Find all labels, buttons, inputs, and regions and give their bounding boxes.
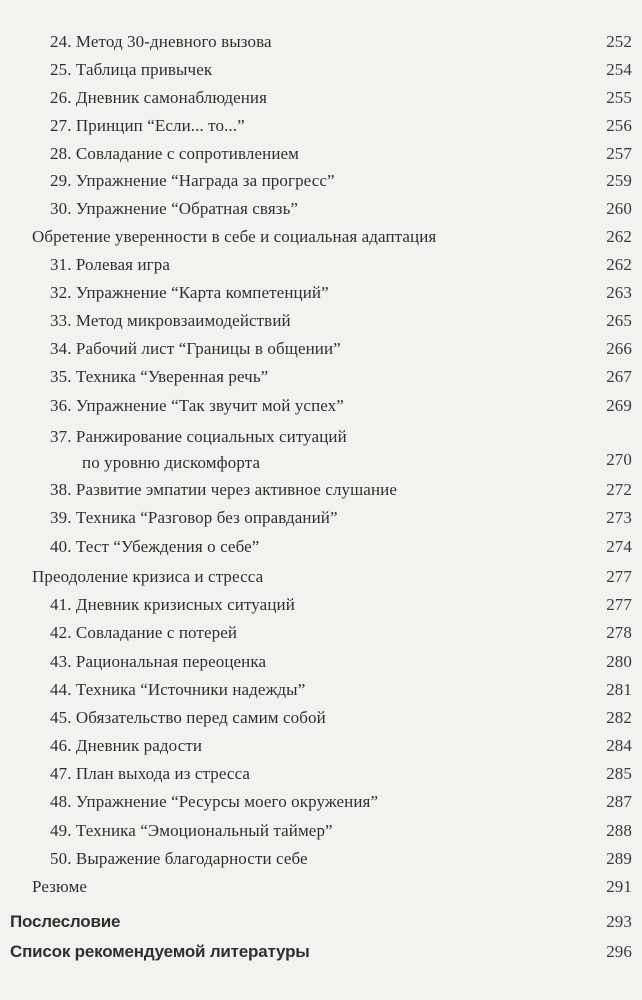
toc-entry-page: 269 [606, 396, 632, 415]
toc-entry-page: 265 [606, 311, 632, 330]
toc-entry-title: 31. Ролевая игра [50, 255, 170, 274]
toc-section-title: Преодоление кризиса и стресса [32, 567, 264, 586]
toc-entry-title: 28. Совладание с сопротивлением [50, 144, 300, 163]
toc-entry-title-line-1: 37. Ранжирование социальных ситуаций [50, 427, 347, 446]
toc-entry-title: 38. Развитие эмпатии через активное слушание [50, 480, 397, 499]
toc-entry-title: 35. Техника “Уверенная речь” [50, 367, 269, 386]
toc-entry-title: 39. Техника “Разговор без оправданий” [50, 508, 338, 527]
toc-entry-title: 33. Метод микровзаимодействий [50, 311, 291, 330]
toc-entry-title: 41. Дневник кризисных ситуаций [50, 595, 295, 614]
toc-entry-page: 263 [606, 283, 632, 302]
toc-entry-page: 277 [606, 595, 632, 614]
toc-entry-page: 282 [606, 708, 632, 727]
toc-entry-title: 45. Обязательство перед самим собой [50, 708, 326, 727]
toc-entry-title: 44. Техника “Источники надежды” [50, 680, 306, 699]
toc-entry-page: 274 [606, 537, 632, 556]
toc-chapter-title: Список рекомендуемой литературы [10, 942, 310, 961]
toc-entry-title: 27. Принцип “Если... то...” [50, 116, 245, 135]
toc-entry-title: 43. Рациональная переоценка [50, 652, 267, 671]
toc-section-page: 291 [606, 877, 632, 896]
toc-entry-page: 287 [606, 792, 632, 811]
toc-section-title: Резюме [32, 877, 88, 896]
toc-entry-page: 281 [606, 680, 632, 699]
toc-section-page: 277 [606, 567, 632, 586]
toc-entry-page: 262 [606, 255, 632, 274]
toc-entry-title: 29. Упражнение “Награда за прогресс” [50, 171, 335, 190]
toc-entry-title-line-2: по уровню дискомфорта [82, 453, 261, 472]
toc-entry-page: 285 [606, 764, 632, 783]
toc-entry-page: 278 [606, 623, 632, 642]
toc-chapter-title: Послесловие [10, 912, 121, 931]
toc-entry-page: 252 [606, 32, 632, 51]
toc-entry-title: 47. План выхода из стресса [50, 764, 251, 783]
toc-entry-title: 30. Упражнение “Обратная связь” [50, 199, 299, 218]
toc-entry-title: 42. Совладание с потерей [50, 623, 238, 642]
toc-entry-page: 257 [606, 144, 632, 163]
toc-entry[interactable] [0, 424, 642, 476]
toc-entry-page: 256 [606, 116, 632, 135]
toc-entry-page: 270 [606, 450, 632, 469]
toc-entry-page: 266 [606, 339, 632, 358]
toc-entry-page: 259 [606, 171, 632, 190]
toc-entry-title: 34. Рабочий лист “Границы в общении” [50, 339, 341, 358]
toc-section-page: 262 [606, 227, 632, 246]
toc-entry-page: 280 [606, 652, 632, 671]
toc-section-title: Обретение уверенности в себе и социальная адаптация [32, 227, 437, 246]
toc-entry-page: 289 [606, 849, 632, 868]
toc-chapter-page: 296 [606, 942, 632, 961]
toc-entry-title: 46. Дневник радости [50, 736, 203, 755]
toc-entry-page: 267 [606, 367, 632, 386]
toc-entry-page: 273 [606, 508, 632, 527]
toc-entry-title: 36. Упражнение “Так звучит мой успех” [50, 396, 344, 415]
toc-entry-title: 25. Таблица привычек [50, 60, 213, 79]
toc-entry-title: 24. Метод 30-дневного вызова [50, 32, 272, 51]
toc-entry-title: 32. Упражнение “Карта компетенций” [50, 283, 329, 302]
toc-entry-title: 26. Дневник самонаблюдения [50, 88, 268, 107]
toc-entry-page: 254 [606, 60, 632, 79]
toc-entry-title: 40. Тест “Убеждения о себе” [50, 537, 260, 556]
toc-entry-page: 272 [606, 480, 632, 499]
toc-entry-title: 48. Упражнение “Ресурсы моего окружения” [50, 792, 379, 811]
toc-entry-page: 288 [606, 821, 632, 840]
toc-entry-page: 260 [606, 199, 632, 218]
toc-entry-title: 49. Техника “Эмоциональный таймер” [50, 821, 333, 840]
toc-entry-page: 255 [606, 88, 632, 107]
toc-entry-title: 50. Выражение благодарности себе [50, 849, 308, 868]
toc-entry-page: 284 [606, 736, 632, 755]
toc-chapter-page: 293 [606, 912, 632, 931]
